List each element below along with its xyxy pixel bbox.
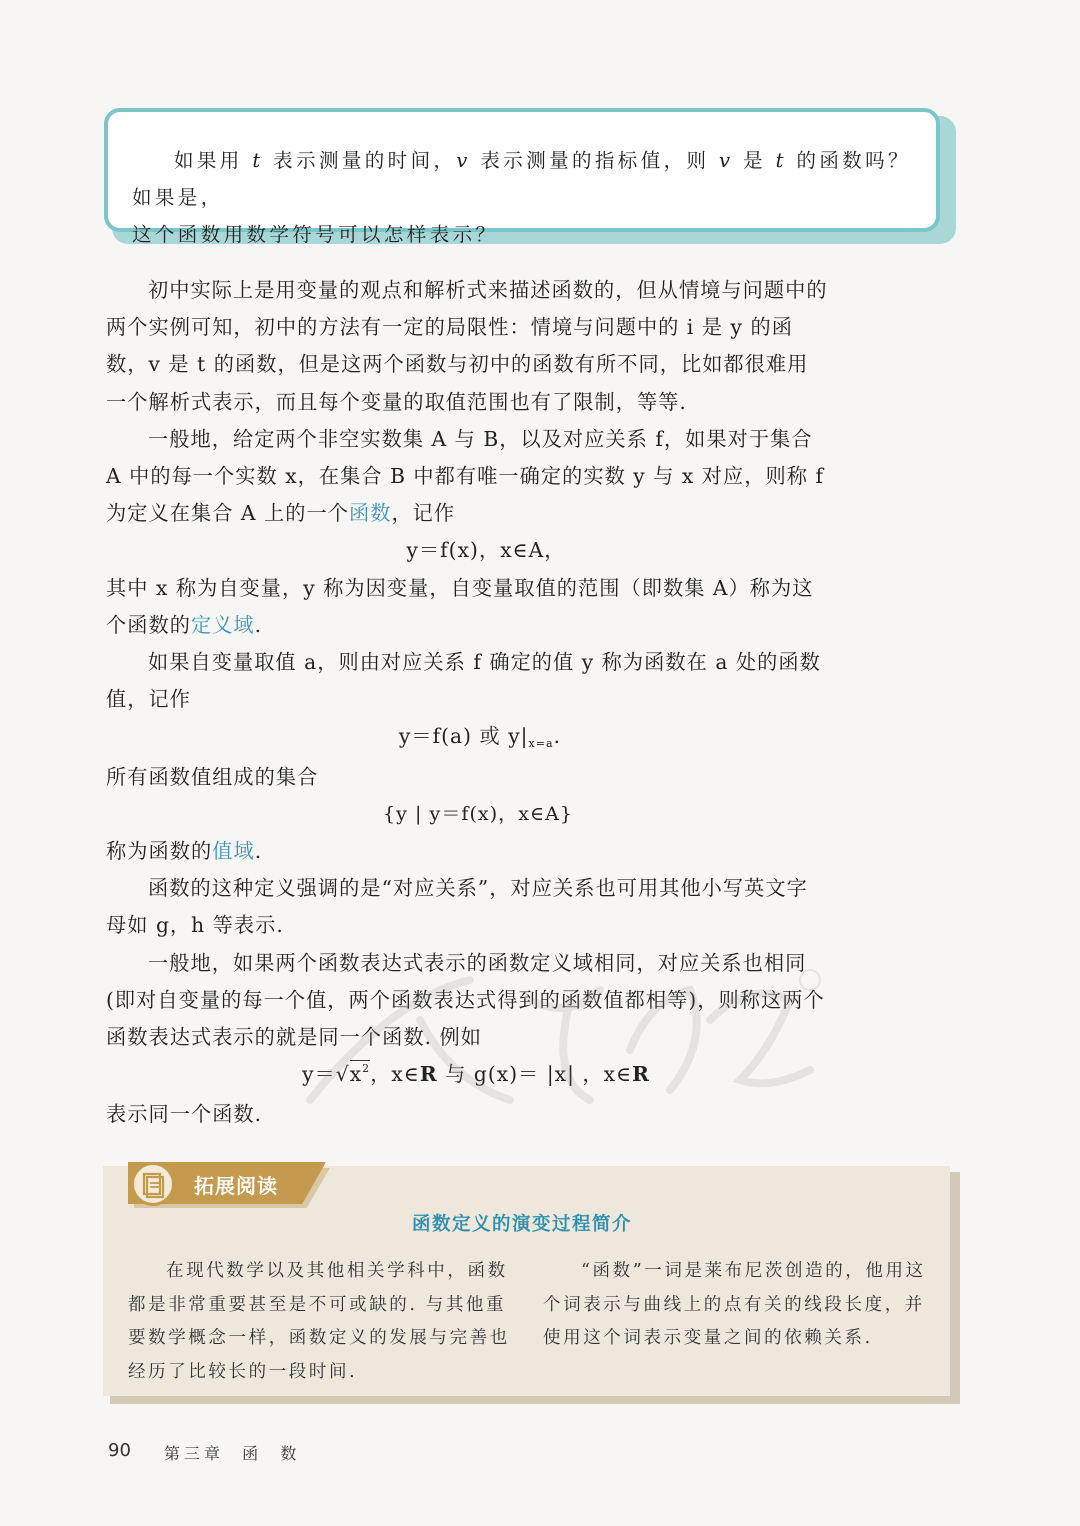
paragraph-9: 表示同一个函数. [106, 1102, 263, 1127]
page-footer [108, 1440, 301, 1463]
paragraph-1: 初中实际上是用变量的观点和解析式来描述函数的，但从情境与问题中的两个实例可知，初中的方法有一定的局限性：情境与问题中的 i 是 y 的函数，v 是 t 的函数，但是这两个函数与初中的函数有所不同，比如都很难用一个解析式表示，而且每个变量的取值范围也有了限制，等等. [106, 278, 828, 414]
extended-reading-col1: 在现代数学以及其他相关学科中，函数都是非常重要甚至是不可或缺的. 与其他重要数学概念一样，函数定义的发展与完善也经历了比较长的一段时间. [128, 1261, 510, 1382]
formula-function-def: y＝f(x)，x∈A， [406, 538, 566, 563]
paragraph-7: 函数的这种定义强调的是“对应关系”，对应关系也可用其他小写英文字母如 g，h 等表示. [106, 876, 808, 938]
formula-range-set: {y | y＝f(x)，x∈A} [383, 802, 573, 825]
term-range: 值域 [212, 839, 255, 864]
extended-reading-label: 拓展阅读 [194, 1174, 278, 1198]
publisher-watermark [270, 960, 830, 1120]
formula-function-value: y＝f(a) 或 y|x=a. [398, 724, 562, 751]
extended-reading-col2: “函数”一词是莱布尼茨创造的，他用这个词表示与曲线上的点有关的线段长度，并使用这个词表示变量之间的依赖关系. [543, 1261, 926, 1348]
formula-same-function: $y=√x^2$，x∈R 与 g(x)＝ |x| ，x∈R [302, 1062, 650, 1087]
paragraph-4: 如果自变量取值 a，则由对应关系 f 确定的值 y 称为函数在 a 处的函数值，记作 [106, 650, 821, 712]
think-box [104, 108, 940, 246]
think-question-line1: 如果用 t 表示测量的时间，v 表示测量的指标值，则 v 是 t 的函数吗？如果是， [132, 149, 911, 209]
chapter-label: 第三章 函 数 [164, 1444, 301, 1463]
paragraph-6: 称为函数的值域. [106, 839, 263, 864]
paragraph-5: 所有函数值组成的集合 [106, 764, 319, 789]
paragraph-2: 一般地，给定两个非空实数集 A 与 B，以及对应关系 f，如果对于集合 A 中的每一个实数 x，在集合 B 中都有唯一确定的实数 y 与 x 对应，则称 f 为定义在集合 A 上的一个函数，记作 [106, 426, 824, 526]
page-number: 90 [108, 1440, 131, 1461]
extended-reading-title: 函数定义的演变过程简介 [412, 1214, 633, 1235]
term-domain: 定义域 [190, 612, 255, 637]
think-question-line2: 这个函数用数学符号可以怎样表示？ [132, 223, 499, 246]
term-function: 函数 [348, 501, 392, 526]
paragraph-8: 一般地，如果两个函数表达式表示的函数定义域相同，对应关系也相同(即对自变量的每一个值，两个函数表达式得到的函数值都相等)，则称这两个函数表达式表示的就是同一个函数. 例如 [106, 950, 825, 1050]
paragraph-3: 其中 x 称为自变量，y 称为因变量，自变量取值的范围（即数集 A）称为这个函数的定义域. [106, 575, 814, 637]
book-icon [131, 1162, 175, 1206]
